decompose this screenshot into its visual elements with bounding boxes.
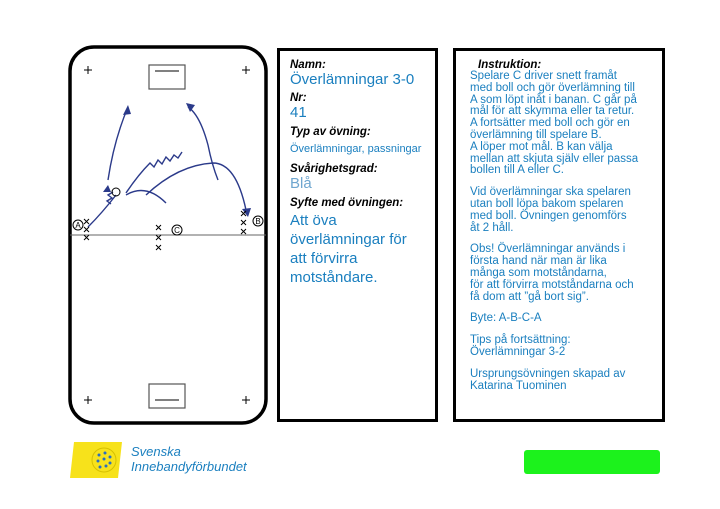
instruction-paragraph xyxy=(470,313,662,325)
instruction-line: bollen till A eller C. xyxy=(470,164,564,177)
purpose-line: Att öva xyxy=(290,212,337,229)
logo-line-2: Innebandyförbundet xyxy=(131,459,247,474)
instruction-paragraph xyxy=(470,187,662,234)
player-b-letter: B xyxy=(255,217,261,226)
instruction-line: Tips på fortsättning: xyxy=(470,334,571,347)
instruction-line: A som löpt inåt i banan. C går på xyxy=(470,93,637,106)
purpose-value xyxy=(290,211,435,287)
nr-value: 41 xyxy=(290,104,307,121)
instruction-body xyxy=(470,71,662,392)
instruction-paragraph xyxy=(470,369,662,393)
instruction-line: första hand när man är lika xyxy=(470,255,607,268)
level-label: Svårighetsgrad: xyxy=(290,163,378,175)
name-value: Överlämningar 3-0 xyxy=(290,71,415,88)
instruction-line: mellan att skjuta själv eller passa xyxy=(470,152,639,165)
bottom-goal xyxy=(149,384,185,408)
green-bar xyxy=(524,450,660,474)
instruction-paragraph xyxy=(470,244,662,303)
instruction-line: mål för att skymma eller ta retur. xyxy=(470,105,635,118)
instruction-line: A löper mot mål. B kan välja xyxy=(470,140,613,153)
info-panel xyxy=(277,48,438,422)
instruction-line: med boll. Övningen genomförs xyxy=(470,209,627,222)
player-c-letter: C xyxy=(174,226,180,235)
type-value: Överlämningar, passningar xyxy=(290,143,422,155)
logo-text xyxy=(131,444,247,474)
instruction-line: med boll och gör överlämning till xyxy=(470,81,635,94)
instruction-line: åt 2 håll. xyxy=(470,221,514,234)
instruction-line: Spelare C driver snett framåt xyxy=(470,70,618,82)
instruction-line: för att förvirra motståndarna och xyxy=(470,278,634,291)
instruction-line: Ursprungsövningen skapad av xyxy=(470,367,626,380)
top-goal xyxy=(149,65,185,89)
instruction-paragraph xyxy=(470,71,662,177)
purpose-line: motståndare. xyxy=(290,269,378,286)
level-value: Blå xyxy=(290,175,312,192)
instruction-line: många som motståndarna, xyxy=(470,266,607,279)
instruction-line: Vid överlämningar ska spelaren xyxy=(470,186,631,199)
instruction-line: få dom att ”gå bort sig”. xyxy=(470,290,589,303)
instruction-line: Överlämningar 3-2 xyxy=(470,345,566,358)
instruction-line: Obs! Överlämningar används i xyxy=(470,243,626,256)
instruction-line: Byte: A-B-C-A xyxy=(470,312,542,325)
instruction-line: Katarina Tuominen xyxy=(470,379,567,392)
nr-label: Nr: xyxy=(290,92,307,104)
instruction-line: utan boll löpa bakom spelaren xyxy=(470,197,624,210)
instruction-paragraph xyxy=(470,335,662,359)
purpose-line: överlämningar för xyxy=(290,231,407,248)
type-label: Typ av övning: xyxy=(290,126,371,138)
instruction-panel xyxy=(453,48,665,422)
purpose-label: Syfte med övningen: xyxy=(290,197,404,209)
player-a-letter: A xyxy=(75,221,81,230)
instruction-label: Instruktion: xyxy=(478,59,542,71)
instruction-line: överlämning till spelare B. xyxy=(470,128,602,141)
instruction-line: A fortsätter med boll och gör en xyxy=(470,117,630,130)
logo-line-1: Svenska xyxy=(131,444,181,459)
name-label: Namn: xyxy=(290,59,326,71)
purpose-line: att förvirra xyxy=(290,250,358,267)
court-diagram xyxy=(68,45,268,425)
